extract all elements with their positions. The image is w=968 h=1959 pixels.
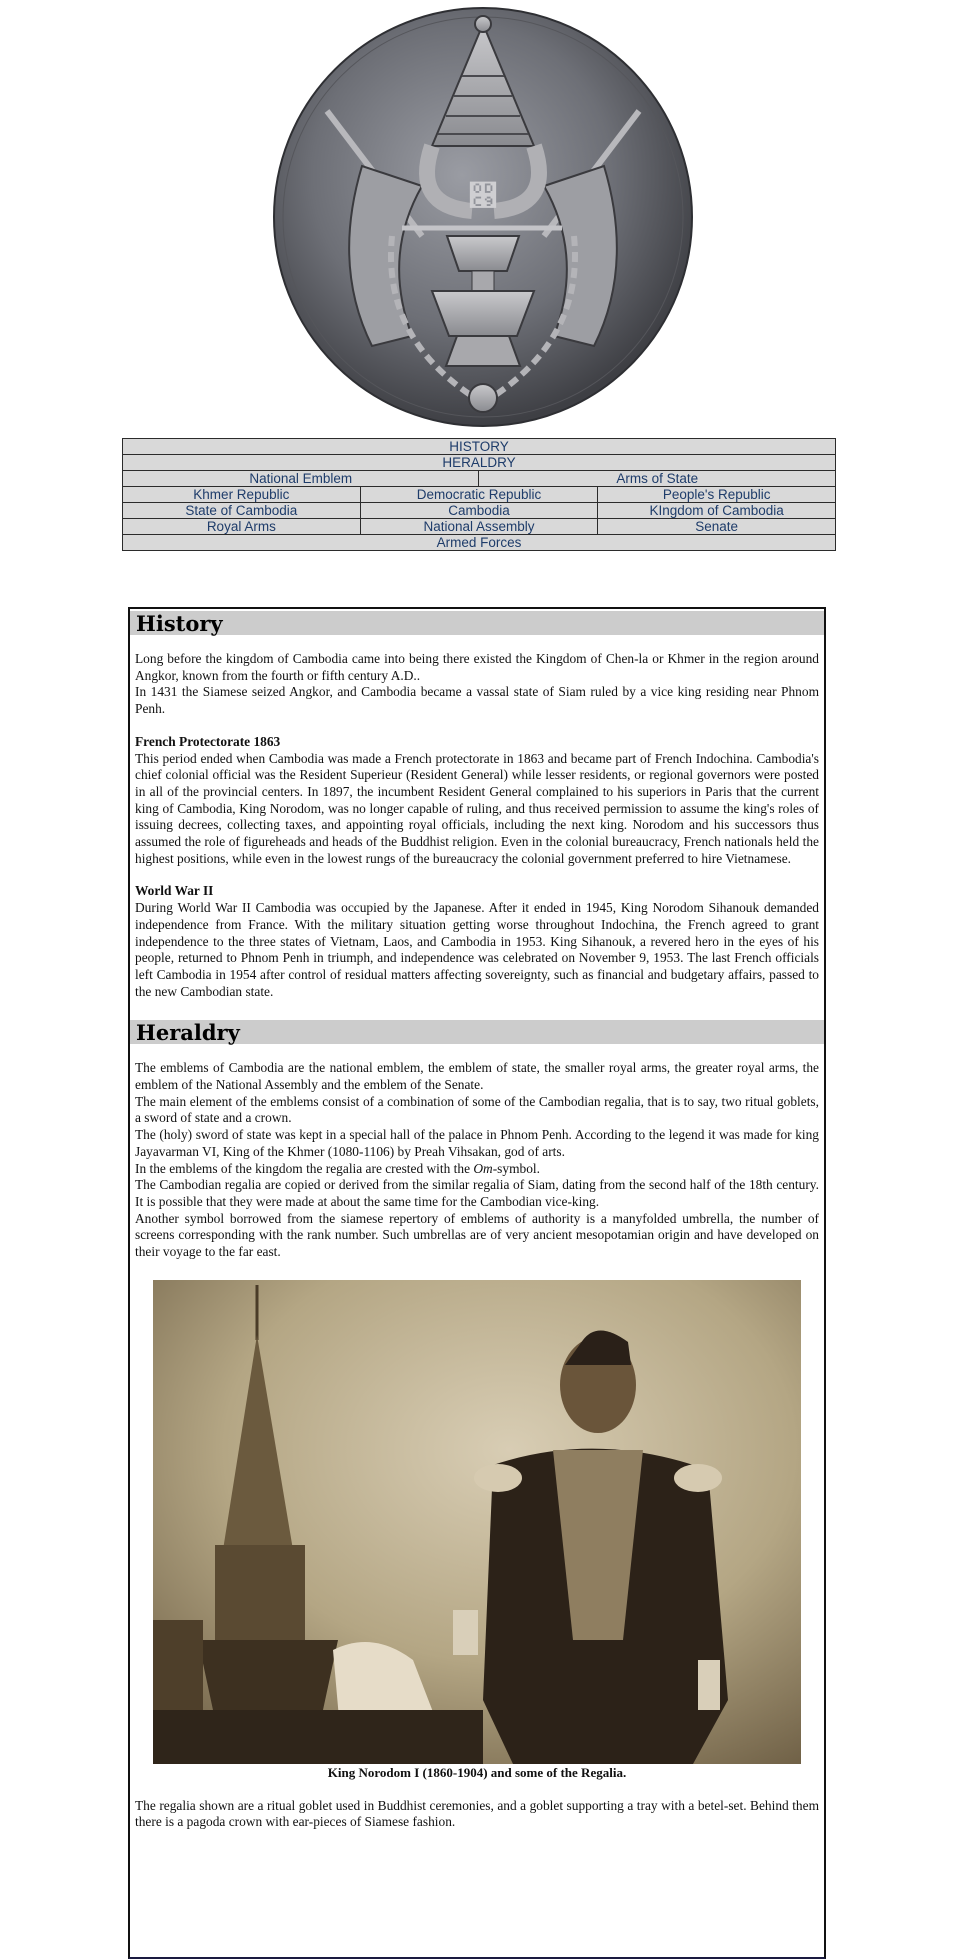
photo-caption: King Norodom I (1860-1904) and some of the Regalia.	[327, 1764, 627, 1780]
nav-link-royal-arms[interactable]: Royal Arms	[206, 519, 276, 534]
nav-row	[123, 487, 836, 503]
nav-cell	[123, 535, 836, 551]
nav-link-kingdom-of-cambodia[interactable]: KIngdom of Cambodia	[649, 503, 784, 518]
nav-link-national-emblem[interactable]: National Emblem	[249, 471, 353, 486]
nav-link-state-of-cambodia[interactable]: State of Cambodia	[185, 503, 298, 518]
nav-link-national-assembly[interactable]: National Assembly	[423, 519, 535, 534]
nav-cell	[123, 439, 836, 455]
emblem-coin-icon	[272, 6, 694, 428]
nav-cell	[123, 487, 361, 503]
history-heading: History	[130, 611, 824, 635]
om-symbol-text: Om	[473, 1160, 493, 1176]
world-war-paragraph: During World War II Cambodia was occupied by the Japanese. After it ended in 1945, King Norodom Sihanouk demanded independence from France. With the military situation getting worse throughout Indochina, the French agreed to grant independence to the three states of Vietnam, Laos, and Cambodia in 1953. King Sihanouk, a revered hero in the eyes of his people, returned to Phnom Penh in triumph, and independence was celebrated on November 9, 1953. The last French officials left Cambodia in 1954 after control of residual matters affecting sovereignty, such as financial and budgetary affairs, passed to the new Cambodian state.	[135, 900, 819, 999]
nav-row	[123, 455, 836, 471]
nav-cell	[479, 471, 836, 487]
history-intro-paragraph: Long before the kingdom of Cambodia came into being there existed the Kingdom of Chen-la or Khmer in the region around Angkor, known from the fourth or fifth century A.D..	[135, 651, 819, 683]
heraldry-paragraph-regalia: The Cambodian regalia are copied or derived from the similar regalia of Siam, dating from the second half of the 18th century. It is possible that they were made at about the same time for the Cambodian vice-king.	[135, 1177, 819, 1209]
french-protectorate-paragraph: This period ended when Cambodia was made a French protectorate in 1863 and became part of French Indochina. Cambodia's chief colonial official was the Resident Superieur (Resident General) while lesser residents, or regional governors were posted in all of the provincial centers. In 1897, the incumbent Resident General complained to his superiors in Paris that the current king of Cambodia, King Norodom, was no longer capable of ruling, and thus received permission to assume the king's roles of issuing decrees, collecting taxes, and appointing royal officials, including the next king. Norodom and his successors thus assumed the role of figureheads and heads of the Buddhist religion. Even in the colonial bureaucracy, French nationals held the highest positions, while even in the lowest rungs of the bureaucracy the colonial government preferred to hire Vietnamese.	[135, 750, 819, 866]
heraldry-paragraph-sword: The (holy) sword of state was kept in a special hall of the palace in Phnom Penh. According to the legend it was made for king Jayavarman VI, King of the Khmer (1080-1106) by Preah Vihsakan, god of arts.	[135, 1127, 819, 1159]
heraldry-heading: Heraldry	[130, 1020, 824, 1044]
nav-row	[123, 439, 836, 455]
nav-cell	[598, 519, 836, 535]
nav-cell	[360, 503, 598, 519]
nav-cell	[598, 503, 836, 519]
heraldry-section	[130, 1044, 824, 1831]
nav-cell	[360, 519, 598, 535]
nav-link-democratic-republic[interactable]: Democratic Republic	[416, 487, 542, 502]
nav-link-history[interactable]: HISTORY	[449, 439, 509, 454]
world-war-subheading: World War II	[135, 883, 214, 899]
heraldry-paragraph-umbrella: Another symbol borrowed from the siamese repertory of emblems of authority is a manyfolded umbrella, the number of screens corresponding with the rank number. Such umbrellas are of very ancient mesopotamian origin and have developed on their voyage to the far east.	[135, 1210, 819, 1260]
nav-cell	[360, 487, 598, 503]
history-section	[130, 635, 824, 1018]
king-norodom-photo	[153, 1280, 801, 1764]
nav-link-people-s-republic[interactable]: People's Republic	[662, 487, 771, 502]
nav-cell	[123, 519, 361, 535]
om-text-before: In the emblems of the kingdom the regalia are crested with the	[135, 1160, 474, 1176]
nav-link-heraldry[interactable]: HERALDRY	[442, 455, 516, 470]
nav-row	[123, 519, 836, 535]
nav-cell	[123, 503, 361, 519]
nav-row	[123, 535, 836, 551]
nav-cell	[123, 471, 479, 487]
heraldry-paragraph-emblems: The emblems of Cambodia are the national emblem, the emblem of state, the smaller royal arms, the greater royal arms, the emblem of the National Assembly and the emblem of the Senate.	[135, 1060, 819, 1093]
history-siam-paragraph: In 1431 the Siamese seized Angkor, and Cambodia became a vassal state of Siam ruled by a vice king residing near Phnom Penh.	[135, 684, 819, 717]
regalia-description-paragraph: The regalia shown are a ritual goblet used in Buddhist ceremonies, and a goblet supporting a tray with a betel-set. Behind them there is a pagoda crown with ear-pieces of Siamese fashion.	[135, 1797, 819, 1830]
navigation-table	[122, 438, 836, 551]
heraldry-paragraph-elements: The main element of the emblems consist of a combination of some of the Cambodian regalia, that is to say, two ritual goblets, a sword of state and a crown.	[135, 1093, 819, 1126]
nav-link-arms-of-state[interactable]: Arms of State	[616, 471, 699, 486]
nav-row	[123, 503, 836, 519]
sepia-portrait-image	[153, 1280, 801, 1764]
nav-link-armed-forces[interactable]: Armed Forces	[436, 535, 522, 550]
svg-text:෉: ෉	[468, 179, 498, 214]
om-text-after: -symbol.	[492, 1160, 540, 1176]
french-protectorate-subheading: French Protectorate 1863	[135, 733, 281, 749]
nav-cell	[598, 487, 836, 503]
nav-row	[123, 471, 836, 487]
national-emblem-image	[272, 6, 694, 428]
nav-cell	[123, 455, 836, 471]
nav-link-khmer-republic[interactable]: Khmer Republic	[193, 487, 290, 502]
nav-link-senate[interactable]: Senate	[695, 519, 739, 534]
heraldry-paragraph-om	[135, 1161, 819, 1178]
article-box	[128, 607, 826, 1959]
nav-link-cambodia[interactable]: Cambodia	[448, 503, 510, 518]
